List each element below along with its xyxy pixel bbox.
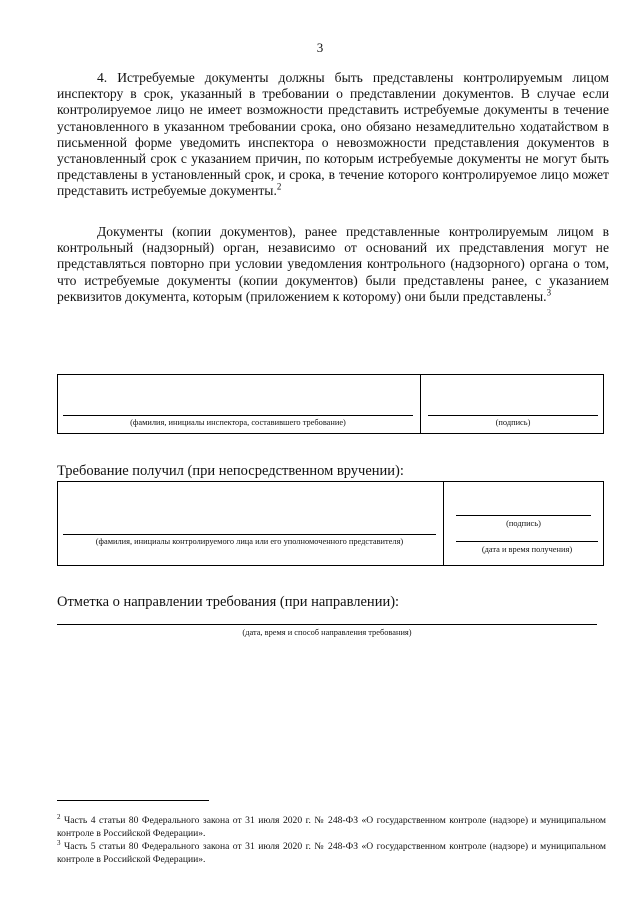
inspector-name-line bbox=[63, 415, 413, 416]
recipient-signature-caption: (подпись) bbox=[506, 519, 541, 528]
sending-caption: (дата, время и способ направления требования) bbox=[242, 628, 412, 637]
paragraph-previously-submitted bbox=[57, 224, 609, 305]
recipient-name-line bbox=[63, 534, 436, 535]
footnote-3 bbox=[57, 837, 606, 866]
footnote-2 bbox=[57, 811, 606, 840]
recipient-signature-line bbox=[456, 515, 591, 516]
inspector-box-divider bbox=[420, 375, 421, 433]
footnote-3-text: Часть 5 статьи 80 Федерального закона от 31 июля 2020 г. № 248-ФЗ «О государственном контроле (надзоре) и муниципальном контроле в Российской Федерации». bbox=[57, 841, 606, 865]
paragraph-deadline-text: 4. Истребуемые документы должны быть представлены контролируемым лицом инспектору в срок, указанный в требовании о представлении документов. В случае если контролируемое лицо не имеет возможности представить истребуемые документы в течение установленного в указанном требовании срока, оно обязано незамедлительно ходатайством в письменной форме уведомить инспектора о невозможности представления документов в установленный срок с указанием причин, по которым истребуемые документы не могут быть представлены в установленный срок, и срока, в течение которого контролируемое лицо может представить истребуемые документы. bbox=[57, 70, 609, 199]
receipt-heading: Требование получил (при непосредственном вручении): bbox=[57, 463, 404, 479]
inspector-signature-line bbox=[428, 415, 598, 416]
inspector-name-caption: (фамилия, инициалы инспектора, составившего требование) bbox=[130, 418, 346, 427]
sending-heading: Отметка о направлении требования (при направлении): bbox=[57, 594, 400, 610]
paragraph-deadline bbox=[57, 70, 609, 200]
sending-line bbox=[57, 624, 597, 625]
footnote-3-number: 3 bbox=[57, 839, 61, 847]
page-number: 3 bbox=[316, 40, 324, 55]
footnote-ref-3: 3 bbox=[546, 287, 552, 298]
footnote-2-text: Часть 4 статьи 80 Федерального закона от 31 июля 2020 г. № 248-ФЗ «О государственном контроле (надзоре) и муниципальном контроле в Российской Федерации». bbox=[57, 815, 606, 839]
receipt-datetime-line bbox=[456, 541, 598, 542]
receipt-box-divider bbox=[443, 482, 444, 565]
paragraph-previously-submitted-text: Документы (копии документов), ранее представленные контролируемым лицом в контрольный (надзорный) орган, независимо от оснований их представления могут не представляться повторно при условии уведомления контрольного (надзорного) органа о том, что истребуемые документы (копии документов) были представлены ранее, с указанием реквизитов документа, которым (приложением к которому) они были представлены. bbox=[57, 224, 609, 304]
footnote-2-number: 2 bbox=[57, 813, 61, 821]
receipt-datetime-caption: (дата и время получения) bbox=[481, 545, 573, 554]
footnote-ref-2: 2 bbox=[276, 181, 282, 192]
receipt-signature-box bbox=[57, 481, 604, 566]
inspector-signature-box bbox=[57, 374, 604, 434]
footnote-separator bbox=[57, 800, 209, 801]
recipient-name-caption: (фамилия, инициалы контролируемого лица или его уполномоченного представителя) bbox=[95, 537, 404, 546]
inspector-signature-caption: (подпись) bbox=[495, 418, 531, 427]
